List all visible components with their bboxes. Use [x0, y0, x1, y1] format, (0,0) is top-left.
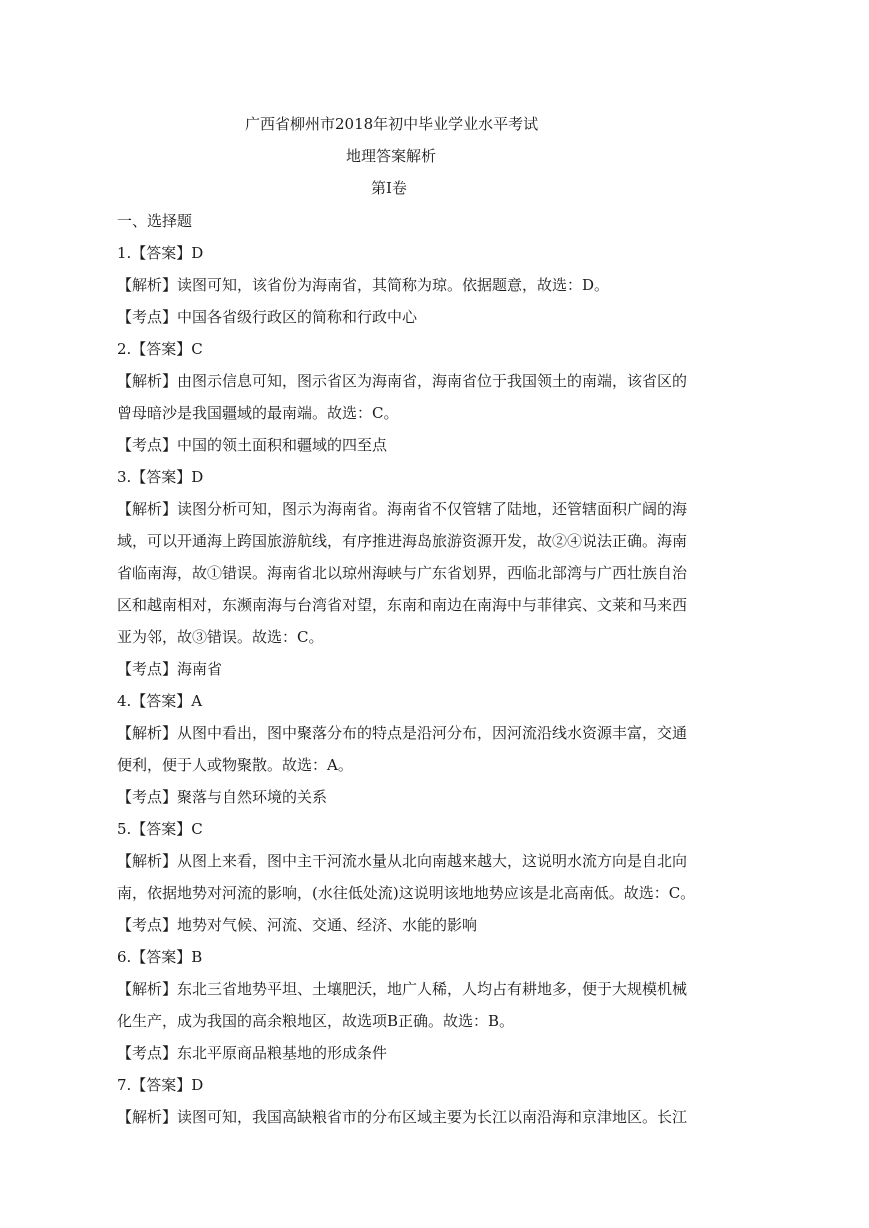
q3-analysis-line4: 区和越南相对，东濒南海与台湾省对望，东南和南边在南海中与菲律宾、文莱和马来西 — [117, 596, 687, 614]
q5-analysis-line1: 【解析】从图上来看，图中主干河流水量从北向南越来越大，这说明水流方向是自北向 — [117, 852, 687, 870]
q3-analysis-line5: 亚为邻，故③错误。故选：C。 — [117, 628, 324, 646]
q4-analysis-line2: 便利，便于人或物聚散。故选：A。 — [117, 756, 353, 774]
exam-title: 广西省柳州市2018年初中毕业学业水平考试 — [245, 115, 539, 133]
q6-analysis-line1: 【解析】东北三省地势平坦、土壤肥沃，地广人稀，人均占有耕地多，便于大规模机械 — [117, 980, 687, 998]
q7-answer: 7.【答案】D — [117, 1076, 204, 1094]
answer-content — [117, 210, 696, 1138]
q3-analysis-line1: 【解析】读图分析可知，图示为海南省。海南省不仅管辖了陆地，还管辖面积广阔的海 — [117, 500, 687, 518]
volume-heading: 第Ⅰ卷 — [371, 179, 407, 197]
q5-analysis-line2: 南，依据地势对河流的影响，(水往低处流)这说明该地地势应该是北高南低。故选：C。 — [117, 884, 696, 902]
q7-analysis-line1: 【解析】读图可知，我国高缺粮省市的分布区域主要为长江以南沿海和京津地区。长江 — [117, 1108, 687, 1126]
q2-analysis-line2: 曾母暗沙是我国疆域的最南端。故选：C。 — [117, 404, 399, 422]
q5-topic: 【考点】地势对气候、河流、交通、经济、水能的影响 — [117, 916, 478, 934]
q3-analysis-line2: 域，可以开通海上跨国旅游航线，有序推进海岛旅游资源开发，故②④说法正确。海南 — [117, 532, 687, 550]
q3-analysis-line3: 省临南海，故①错误。海南省北以琼州海峡与广东省划界，西临北部湾与广西壮族自治 — [117, 564, 687, 582]
q3-topic: 【考点】海南省 — [117, 660, 223, 678]
q2-answer: 2.【答案】C — [117, 340, 203, 358]
q6-topic: 【考点】东北平原商品粮基地的形成条件 — [117, 1044, 388, 1062]
q6-answer: 6.【答案】B — [117, 948, 203, 966]
q1-analysis: 【解析】读图可知，该省份为海南省，其简称为琼。依据题意，故选：D。 — [117, 276, 610, 294]
q2-analysis-line1: 【解析】由图示信息可知，图示省区为海南省，海南省位于我国领土的南端，该省区的 — [117, 372, 687, 390]
q1-answer: 1.【答案】D — [117, 244, 204, 262]
q2-topic: 【考点】中国的领土面积和疆域的四至点 — [117, 436, 388, 454]
section-heading: 一、选择题 — [117, 212, 193, 230]
q4-topic: 【考点】聚落与自然环境的关系 — [117, 788, 328, 806]
q5-answer: 5.【答案】C — [117, 820, 203, 838]
exam-subtitle: 地理答案解析 — [346, 147, 437, 165]
q3-answer: 3.【答案】D — [117, 468, 204, 486]
q4-answer: 4.【答案】A — [117, 692, 203, 710]
q4-analysis-line1: 【解析】从图中看出，图中聚落分布的特点是沿河分布，因河流沿线水资源丰富，交通 — [117, 724, 687, 742]
q1-topic: 【考点】中国各省级行政区的简称和行政中心 — [117, 308, 418, 326]
q6-analysis-line2: 化生产，成为我国的高余粮地区，故选项B正确。故选：B。 — [117, 1012, 515, 1030]
